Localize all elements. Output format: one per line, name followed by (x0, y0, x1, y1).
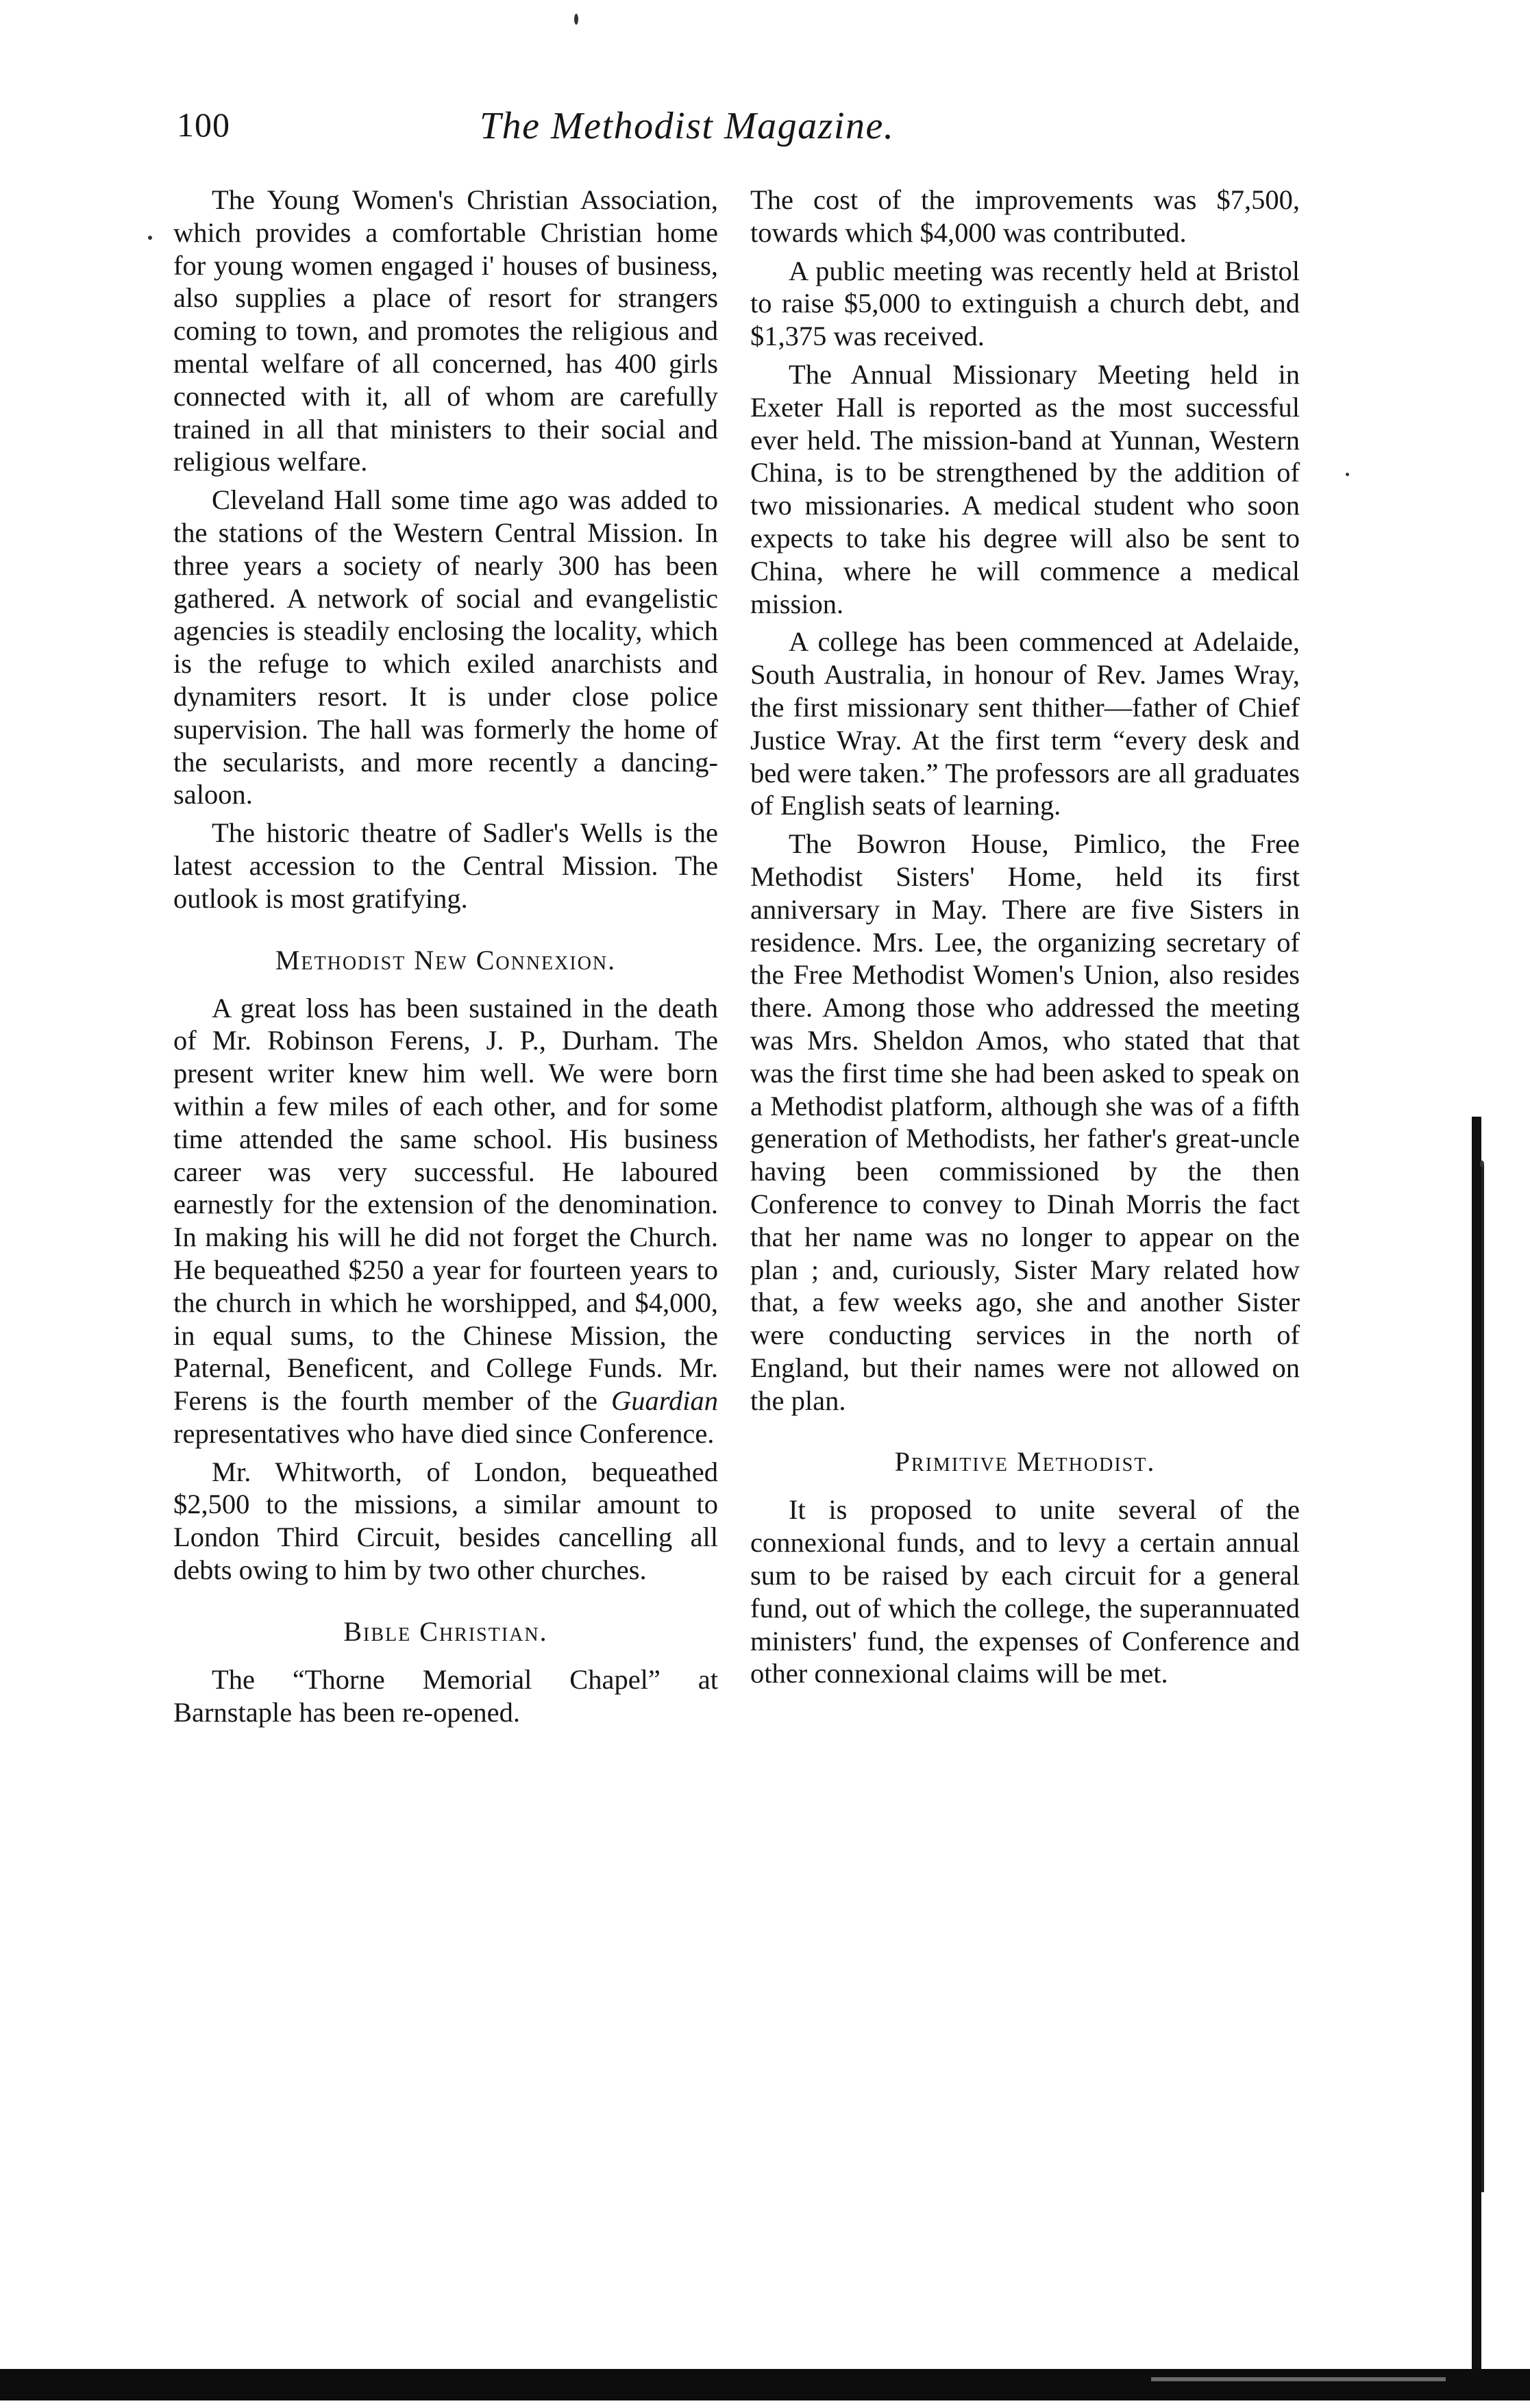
italic-title: Guardian (610, 1385, 718, 1417)
section-heading-primitive-methodist: Primitive Methodist. (894, 1446, 1156, 1478)
right-column (750, 184, 1300, 1696)
paragraph: The Bowron House, Pimlico, the Free Methodist Sisters' Home, held its first anniversary in May. There are five Sisters in residence. Mrs. Lee, the organizing secretary of the Free Methodist Women's Union, also resides there. Among those who addressed the meeting was Mrs. Sheldon Amos, who stated that that was the first time she had been asked to speak on a Methodist platform, although she was of a fifth generation of Methodists, her father's great-uncle having been commissioned by the then Conference to convey to Dinah Morris the fact that her name was no longer to appear on the plan ; and, curiously, Sister Mary related how that, a few weeks ago, she and another Sister were conducting services in the north of England, but their names were not allowed on the plan. (750, 828, 1300, 1416)
scan-bottom-edge-gap (1151, 2377, 1446, 2381)
page-number: 100 (177, 105, 230, 144)
scan-speck (1480, 1160, 1484, 1167)
paragraph: Mr. Whitworth, of London, bequeathed $2,500 to the missions, a similar amount to London Third Circuit, besides cancelling all debts owing to him by two other churches. (173, 1456, 718, 1586)
paragraph: The “Thorne Memorial Chapel” at Barnstaple has been re-opened. (173, 1663, 718, 1728)
paragraph: The historic theatre of Sadler's Wells is the latest accession to the Central Mission. The outlook is most gratifying. (173, 817, 718, 914)
running-title: The Methodist Magazine. (480, 105, 895, 147)
scan-binding-edge (1472, 1117, 1481, 2398)
paragraph: A college has been commenced at Adelaide, South Australia, in honour of Rev. James Wray, the first missionary sent thither—father of Chief Justice Wray. At the first term “every desk and bed were taken.” The professors are all graduates of English seats of learning. (750, 626, 1300, 821)
paragraph-text: A great loss has been sustained in the death of Mr. Robinson Ferens, J. P., Durham. The present writer knew him well. We were born within a few miles of each other, and for some time attended the same school. His business career was very successful. He laboured earnestly for the extension of the denomination. In making his will he did not forget the Church. He bequeathed $250 a year for fourteen years to the church in which he worshipped, and $4,000, in equal sums, to the Chinese Mission, the Paternal, Beneficent, and College Funds. Mr. Ferens is the fourth member of the (173, 992, 718, 1417)
paragraph (173, 992, 718, 1450)
scan-bottom-edge (0, 2369, 1530, 2400)
paragraph: The Young Women's Christian Association, which provides a comfortable Christian home for young women engaged i' houses of business, also supplies a place of resort for strangers coming to town, and promotes the religious and mental welfare of all concerned, has 400 girls connected with it, all of whom are carefully trained in all that ministers to their social and religious welfare. (173, 184, 718, 477)
paragraph-continued: The cost of the improvements was $7,500, towards which $4,000 was contributed. (750, 184, 1300, 248)
paragraph: It is proposed to unite several of the connexional funds, and to levy a certain annual sum to be raised by each circuit for a general fund, out of which the college, the superannuated ministers' fund, the expenses of Conference and other connexional claims will be met. (750, 1494, 1300, 1689)
section-heading-bible-christian: Bible Christian. (343, 1615, 548, 1647)
scan-speck (574, 14, 578, 25)
scan-speck (1346, 473, 1349, 476)
section-heading-methodist-new-connexion: Methodist New Connexion. (275, 944, 617, 976)
left-column (173, 184, 718, 1734)
paragraph: Cleveland Hall some time ago was added to the stations of the Western Central Mission. In three years a society of nearly 300 has been gathered. A network of social and evangelistic agencies is steadily enclosing the locality, which is the refuge to which exiled anarchists and dynamiters resort. It is under close police supervision. The hall was formerly the home of the secularists, and more recently a dancing-saloon. (173, 484, 718, 810)
paragraph: A public meeting was recently held at Bristol to raise $5,000 to extinguish a church debt, and $1,375 was received. (750, 255, 1300, 352)
paragraph: The Annual Missionary Meeting held in Exeter Hall is reported as the most successful ever held. The mission-band at Yunnan, Western China, is to be strengthened by the addition of two missionaries. A medical student who soon expects to take his degree will also be sent to China, where he will commence a medical mission. (750, 358, 1300, 619)
scan-binding-edge-thin (1481, 1165, 1484, 2192)
paragraph-text: representatives who have died since Conference. (173, 1417, 715, 1449)
scan-speck (148, 236, 152, 240)
